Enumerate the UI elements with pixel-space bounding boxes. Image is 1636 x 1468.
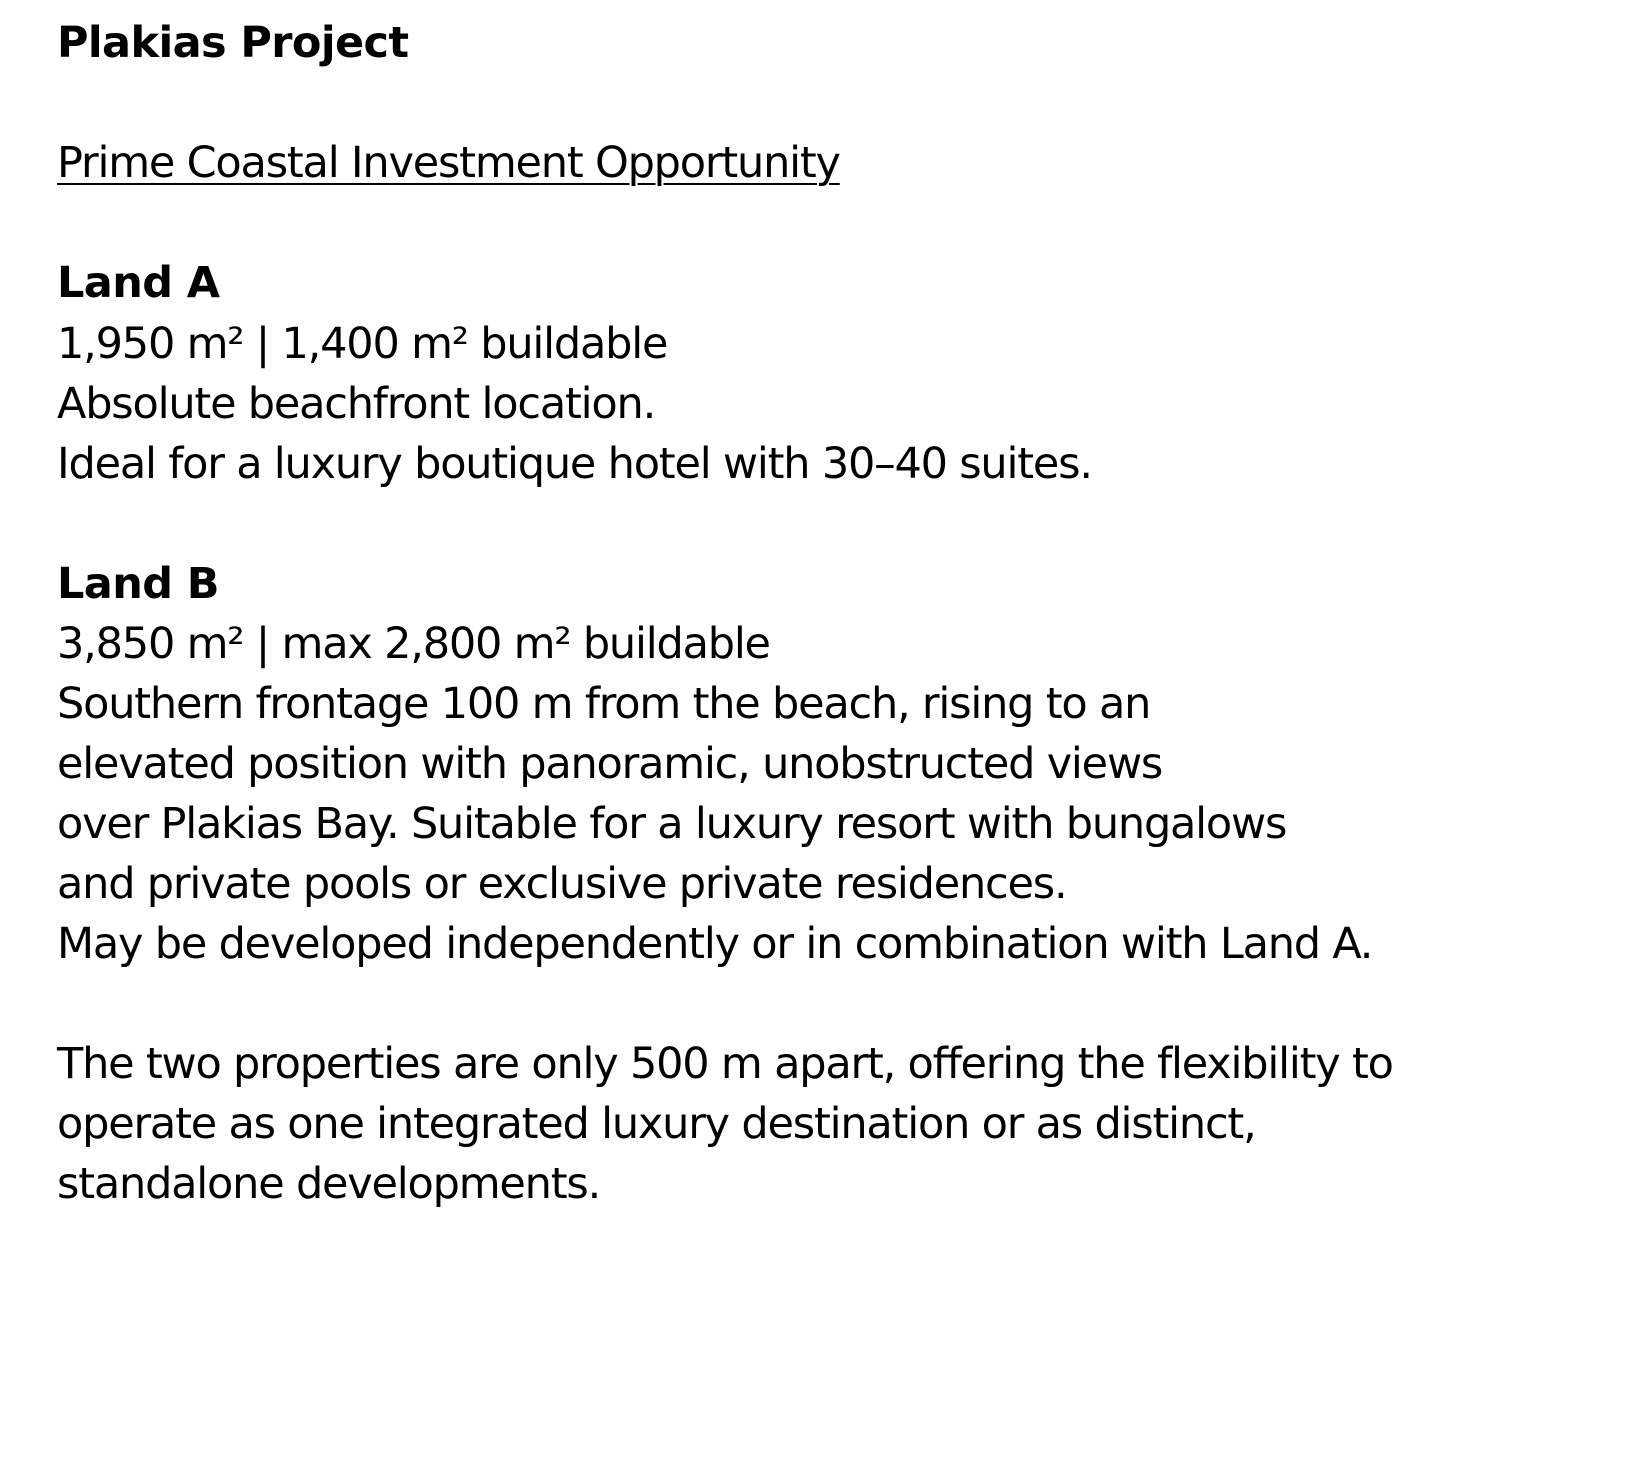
land-b-description-line: and private pools or exclusive private residences. bbox=[57, 859, 1067, 909]
land-b-description-line: Southern frontage 100 m from the beach, rising to an bbox=[57, 679, 1151, 729]
land-a-use: Ideal for a luxury boutique hotel with 30–40 suites. bbox=[57, 439, 1092, 489]
document-title: Plakias Project bbox=[57, 18, 409, 68]
land-a-heading: Land A bbox=[57, 258, 220, 308]
summary-line: operate as one integrated luxury destination or as distinct, bbox=[57, 1099, 1256, 1149]
land-b-heading: Land B bbox=[57, 559, 219, 609]
land-a-area: 1,950 m² | 1,400 m² buildable bbox=[57, 319, 668, 369]
land-b-area: 3,850 m² | max 2,800 m² buildable bbox=[57, 619, 770, 669]
land-b-description-line: May be developed independently or in combination with Land A. bbox=[57, 919, 1373, 969]
summary-line: The two properties are only 500 m apart, offering the flexibility to bbox=[57, 1039, 1393, 1089]
summary-line: standalone developments. bbox=[57, 1159, 601, 1209]
land-b-description-line: elevated position with panoramic, unobstructed views bbox=[57, 739, 1163, 789]
document-subtitle: Prime Coastal Investment Opportunity bbox=[57, 138, 840, 188]
land-a-location: Absolute beachfront location. bbox=[57, 379, 656, 429]
land-b-description-line: over Plakias Bay. Suitable for a luxury resort with bungalows bbox=[57, 799, 1287, 849]
